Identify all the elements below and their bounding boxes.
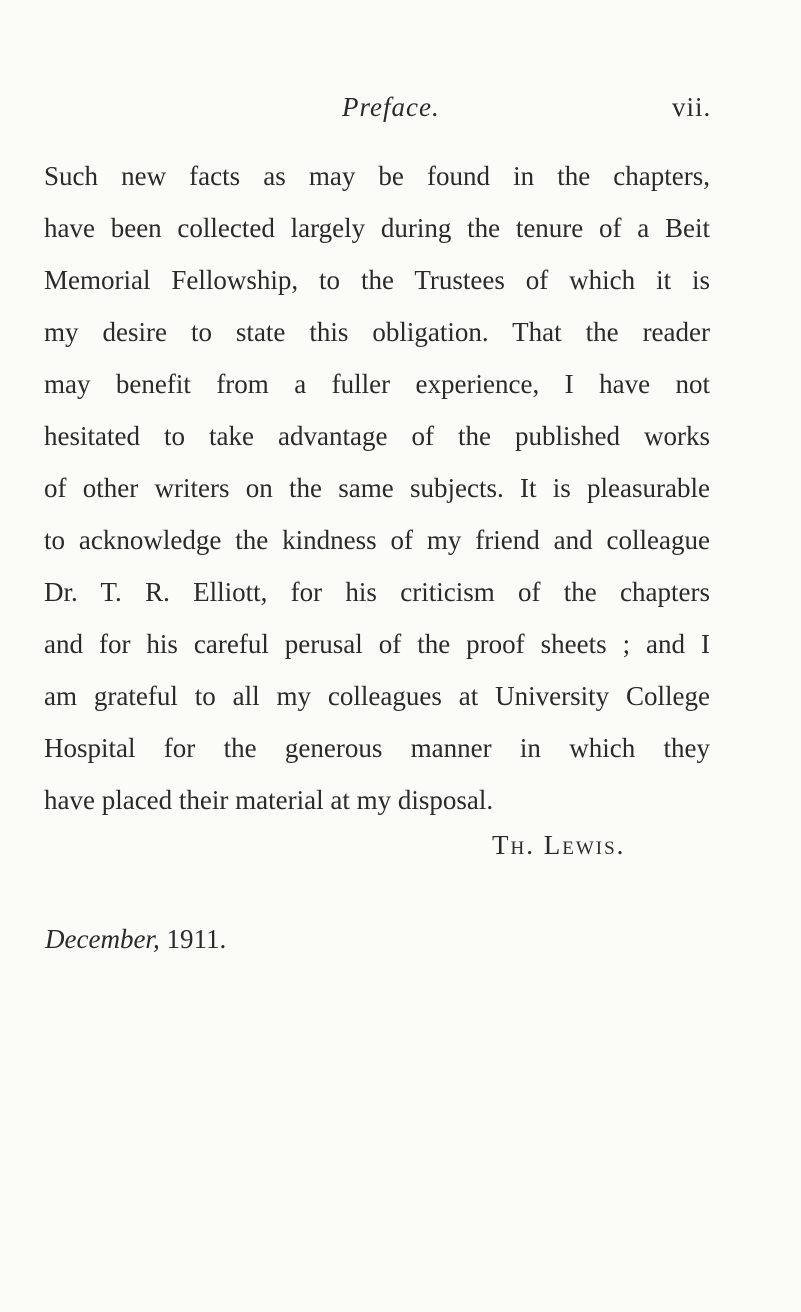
text-line: Hospital for the generous manner in which they <box>44 733 710 763</box>
text-line: am grateful to all my colleagues at University College <box>44 681 710 711</box>
text-line: may benefit from a fuller experience, I have not <box>44 369 710 399</box>
running-header <box>0 92 801 132</box>
text-line: to acknowledge the kindness of my friend and colleague <box>44 525 710 555</box>
text-line: and for his careful perusal of the proof sheets ; and I <box>44 629 710 659</box>
dateline-year: 1911. <box>166 924 227 954</box>
text-line: my desire to state this obligation. That the reader <box>44 317 710 347</box>
page-number: vii. <box>672 92 712 122</box>
text-line: of other writers on the same subjects. It is pleasurable <box>44 473 710 503</box>
text-line: have been collected largely during the tenure of a Beit <box>44 213 710 243</box>
text-line: Dr. T. R. Elliott, for his criticism of the chapters <box>44 577 710 607</box>
preface-paragraph <box>44 150 710 826</box>
dateline <box>45 924 226 955</box>
text-line: hesitated to take advantage of the published works <box>44 421 710 451</box>
author-signature: Th. Lewis. <box>492 830 626 860</box>
text-line: Memorial Fellowship, to the Trustees of which it is <box>44 265 710 295</box>
text-line: Such new facts as may be found in the chapters, <box>44 161 710 191</box>
text-line: have placed their material at my disposal. <box>44 785 494 815</box>
running-title: Preface. <box>342 92 440 122</box>
dateline-month: December, <box>45 924 160 954</box>
